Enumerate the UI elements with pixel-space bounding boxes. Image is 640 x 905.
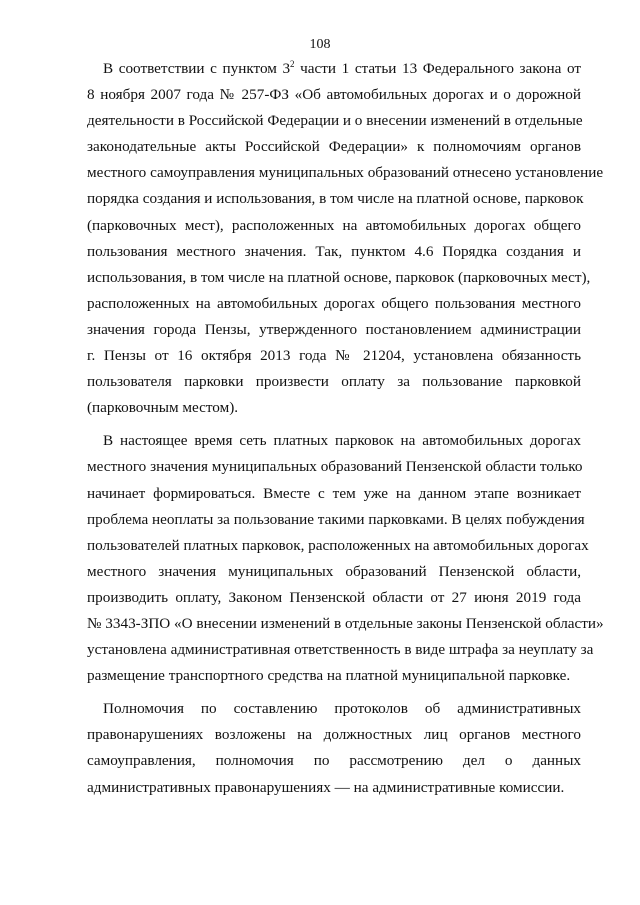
- text-line: размещение транспортного средства на платной муниципальной парковке.: [87, 667, 571, 685]
- text-line: правонарушениях возложены на должностных лиц органов местного: [87, 726, 581, 744]
- text-line: В соответствии с пунктом $3^2$ части 1 статьи 13 Федерального закона от: [103, 59, 581, 77]
- text-line: порядка создания и использования, в том числе на платной основе, парковок: [87, 190, 584, 208]
- text-line: местного значения муниципальных образований Пензенской области только: [87, 458, 583, 476]
- text-line: использования, в том числе на платной основе, парковок (парковочных мест),: [87, 268, 591, 286]
- text-line: пользователя парковки произвести оплату за пользование парковкой: [87, 373, 581, 391]
- text-line: г. Пензы от 16 октября 2013 года № 21204, установлена обязанность: [87, 347, 581, 365]
- text-line: административных правонарушениях — на административные комиссии.: [87, 778, 565, 796]
- text-line: местного самоуправления муниципальных образований отнесено установление: [87, 164, 604, 182]
- superscript: 2: [290, 59, 295, 69]
- paragraph-1: [87, 56, 604, 421]
- document-body: [87, 56, 604, 808]
- text-line: (парковочных мест), расположенных на автомобильных дорогах общего: [87, 216, 581, 234]
- text-line: деятельности в Российской Федерации и о внесении изменений в отдельные: [87, 112, 583, 130]
- text-line: установлена административная ответственность в виде штрафа за неуплату за: [87, 641, 594, 659]
- text-line: производить оплату, Законом Пензенской области от 27 июня 2019 года: [87, 588, 581, 606]
- text-line: самоуправления, полномочия по рассмотрению дел о данных: [87, 752, 581, 770]
- paragraph-3: [87, 696, 581, 800]
- text-line: Полномочия по составлению протоколов об административных: [103, 700, 581, 718]
- page-number: 108: [309, 37, 331, 52]
- text-line: законодательные акты Российской Федерации» к полномочиям органов: [87, 138, 581, 156]
- paragraph-2: [87, 428, 604, 689]
- text-line: В настоящее время сеть платных парковок на автомобильных дорогах: [103, 432, 581, 450]
- text-line: 8 ноября 2007 года № 257-ФЗ «Об автомобильных дорогах и о дорожной: [87, 86, 581, 104]
- text-line: (парковочным местом).: [87, 399, 239, 417]
- text-line: пользования местного значения. Так, пунктом 4.6 Порядка создания и: [87, 242, 581, 260]
- text-line: № 3343-ЗПО «О внесении изменений в отдельные законы Пензенской области»: [87, 614, 604, 632]
- text-line: начинает формироваться. Вместе с тем уже на данном этапе возникает: [87, 484, 581, 502]
- text-line: расположенных на автомобильных дорогах общего пользования местного: [87, 294, 581, 312]
- text-line: местного значения муниципальных образований Пензенской области,: [87, 562, 581, 580]
- text-line: проблема неоплаты за пользование такими парковками. В целях побуждения: [87, 510, 585, 528]
- text-line: значения города Пензы, утвержденного постановлением администрации: [87, 320, 581, 338]
- text-line: пользователей платных парковок, расположенных на автомобильных дорогах: [87, 536, 589, 554]
